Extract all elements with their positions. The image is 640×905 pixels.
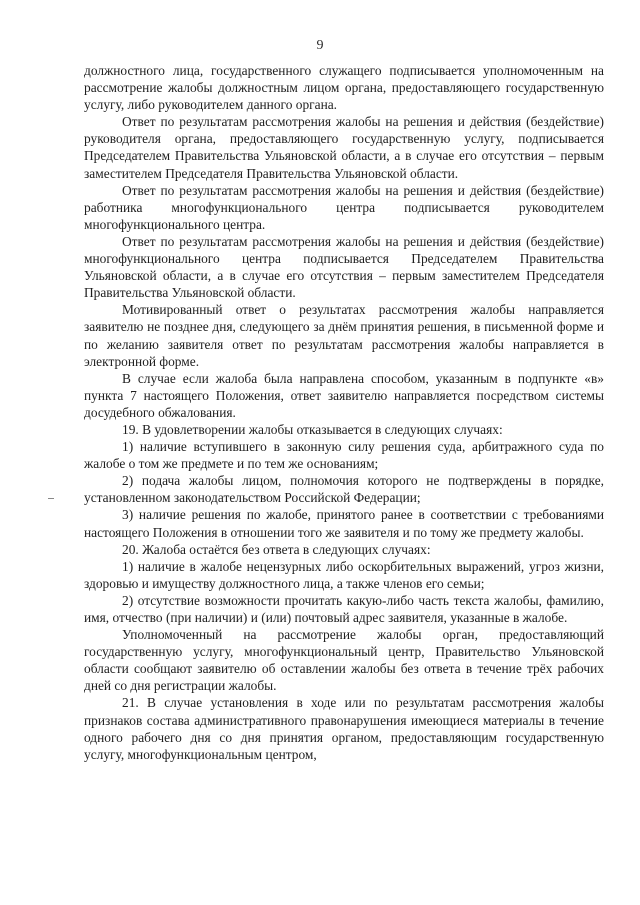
- paragraph-appeal-system: В случае если жалоба была направлена способом, указанным в подпункте «в» пункта 7 настоящего Положения, ответ заявителю направляется посредством системы досудебного обжалования.: [84, 370, 604, 420]
- paragraph-answer-head-of-body: Ответ по результатам рассмотрения жалобы на решения и действия (бездействие) руководителя органа, предоставляющего государственную услугу, подписывается Председателем Правительства Ульяновской области, а в случае его отсутствия – первым заместителем Председателя Правительства Ульяновской области.: [84, 114, 604, 181]
- document-body: [84, 62, 604, 763]
- paragraph-notification: Уполномоченный на рассмотрение жалобы орган, предоставляющий государственную услугу, многофункциональный центр, Правительство Ульяновской области сообщают заявителю об оставлении жалобы без ответа в течение трёх рабочих дней со дня регистрации жалобы.: [84, 627, 604, 694]
- section-19-heading: 19. В удовлетворении жалобы отказывается в следующих случаях:: [122, 421, 503, 437]
- paragraph-answer-mfc: Ответ по результатам рассмотрения жалобы на решения и действия (бездействие) многофункционального центра подписывается Председателем Правительства Ульяновской области, а в случае его отсутствия – первым заместителем Председателя Правительства Ульяновской области.: [84, 233, 604, 301]
- page-number: 9: [316, 38, 324, 53]
- paragraph-answer-mfc-worker: Ответ по результатам рассмотрения жалобы на решения и действия (бездействие) работника многофункционального центра подписывается руководителем многофункционального центра.: [84, 182, 604, 232]
- section-19-item-1: 1) наличие вступившего в законную силу решения суда, арбитражного суда по жалобе о том же предмете и по тем же основаниям;: [84, 439, 604, 472]
- paragraph-motivated-answer: Мотивированный ответ о результатах рассмотрения жалобы направляется заявителю не позднее дня, следующего за днём принятия решения, в письменной форме и по желанию заявителя ответ по результатам рассмотрения жалобы направляется в электронной форме.: [84, 302, 604, 369]
- section-20-item-1: 1) наличие в жалобе нецензурных либо оскорбительных выражений, угроз жизни, здоровью и имуществу должностного лица, а также членов его семьи;: [84, 558, 604, 591]
- section-20-item-2: 2) отсутствие возможности прочитать какую-либо часть текста жалобы, фамилию, имя, отчество (при наличии) и (или) почтовый адрес заявителя, указанные в жалобе.: [84, 592, 604, 625]
- section-20-heading: 20. Жалоба остаётся без ответа в следующих случаях:: [122, 541, 431, 557]
- section-19-item-2: 2) подача жалобы лицом, полномочия которого не подтверждены в порядке, установленном законодательством Российской Федерации;: [84, 473, 604, 506]
- section-19-item-3: 3) наличие решения по жалобе, принятого ранее в соответствии с требованиями настоящего Положения в отношении того же заявителя и по тому же предмету жалобы.: [84, 507, 604, 540]
- margin-mark: [48, 498, 54, 499]
- section-21-paragraph: 21. В случае установления в ходе или по результатам рассмотрения жалобы признаков состава административного правонарушения имеющиеся материалы в течение одного рабочего дня со дня принятия органом, предоставляющим государственную услугу, многофункциональным центром,: [84, 695, 604, 762]
- paragraph-continuation: должностного лица, государственного служащего подписывается уполномоченным на рассмотрение жалобы должностным лицом органа, предоставляющего государственную услугу, либо руководителем данного органа.: [84, 63, 604, 113]
